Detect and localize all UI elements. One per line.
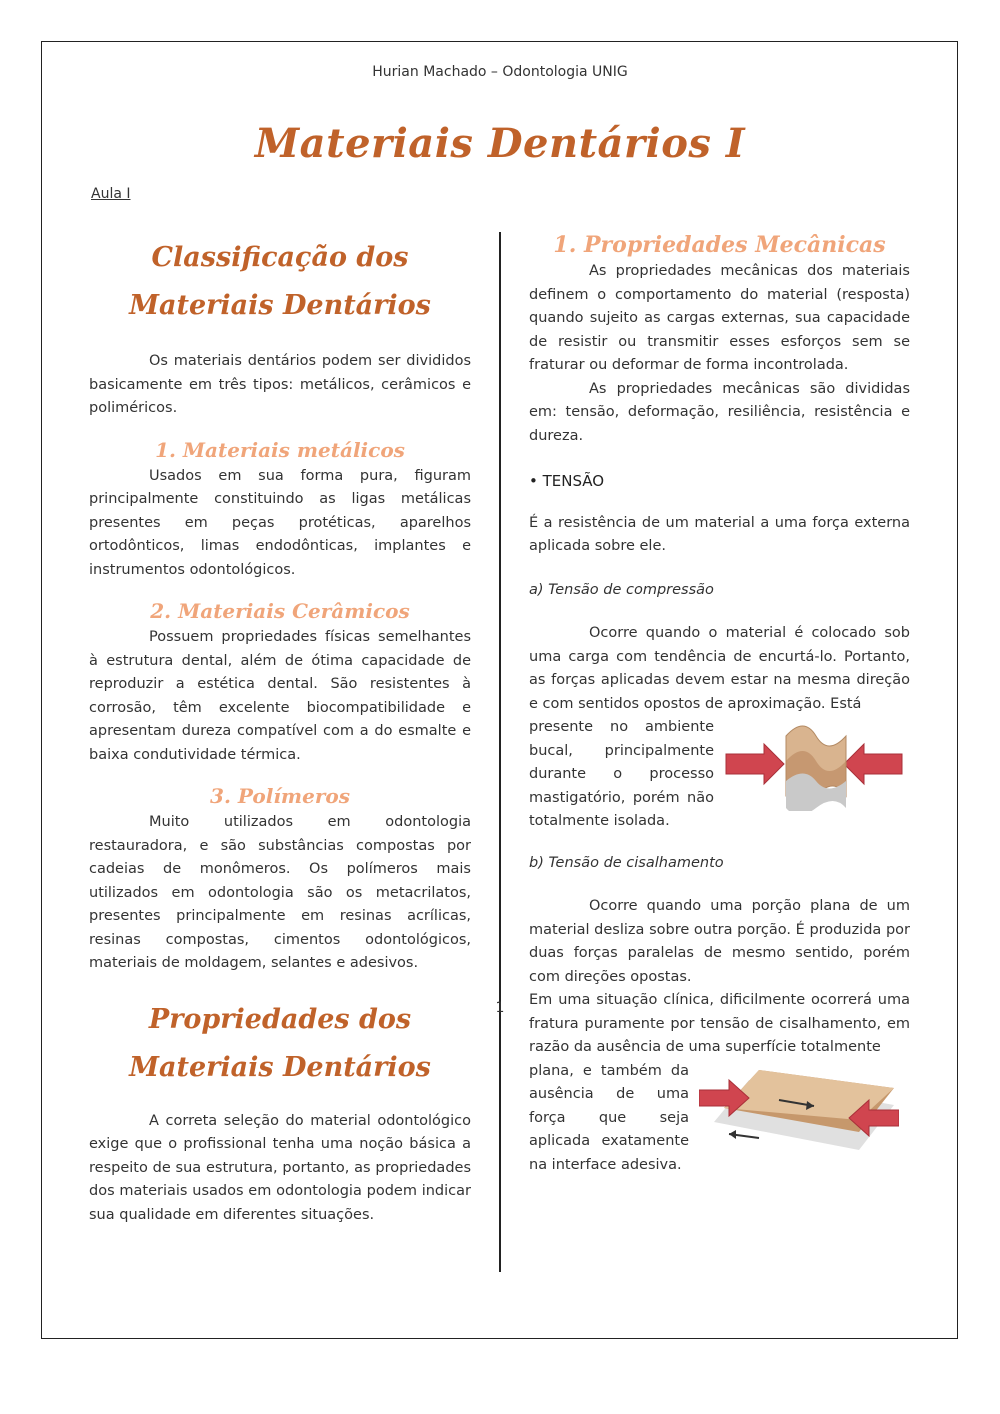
shear-heading: b) Tensão de cisalhamento bbox=[529, 854, 724, 871]
compression-figure bbox=[724, 716, 910, 815]
aula-label: Aula I bbox=[91, 186, 131, 202]
column-divider bbox=[499, 232, 501, 1272]
left-column bbox=[89, 228, 471, 1227]
compression-text-continued: presente no ambiente bucal, principalmente durante o processo mastigatório, porém não totalmente isolada. bbox=[529, 719, 714, 829]
ceramic-heading: 2. Materiais Cerâmicos bbox=[150, 599, 410, 623]
page-number: 1 bbox=[495, 1000, 505, 1016]
compression-block bbox=[529, 716, 910, 834]
properties-heading-line2: Materiais Dentários bbox=[129, 1051, 431, 1083]
shear-figure bbox=[699, 1060, 910, 1164]
tensao-definition: É a resistência de um material a uma força externa aplicada sobre ele. bbox=[529, 514, 910, 554]
shear-text: Ocorre quando uma porção plana de um material desliza sobre outra porção. É produzida por duas forças paralelas de mesmo sentido, porém com direções opostas. bbox=[529, 898, 910, 985]
classification-intro: Os materiais dentários podem ser divididos basicamente em três tipos: metálicos, cerâmicos e poliméricos. bbox=[89, 353, 471, 416]
properties-text: A correta seleção do material odontológico exige que o profissional tenha uma noção básica a respeito de sua estrutura, portanto, as propriedades dos materiais usados em odontologia podem indicar sua qualidade em diferentes situações. bbox=[89, 1112, 471, 1223]
page-header: Hurian Machado – Odontologia UNIG bbox=[372, 64, 628, 80]
shear-block bbox=[529, 1060, 910, 1178]
classification-heading-line2: Materiais Dentários bbox=[129, 290, 431, 321]
metallic-text: Usados em sua forma pura, figuram principalmente constituindo as ligas metálicas presentes em peças protéticas, aparelhos ortodônticos, limas endodônticas, implantes e instrumentos odontológicos. bbox=[89, 467, 471, 578]
metallic-heading: 1. Materiais metálicos bbox=[155, 437, 405, 462]
polymer-heading: 3. Polímeros bbox=[210, 784, 350, 808]
classification-heading-line1: Classificação dos bbox=[151, 242, 409, 273]
page-title: Materiais Dentários I bbox=[254, 120, 746, 167]
mechanical-text-2: As propriedades mecânicas são divididas em: tensão, deformação, resiliência, resistência e dureza. bbox=[529, 380, 910, 444]
properties-heading-line1: Propriedades dos bbox=[148, 1003, 412, 1035]
tensao-bullet: • TENSÃO bbox=[529, 472, 605, 490]
right-column bbox=[529, 228, 910, 1177]
mechanical-heading: 1. Propriedades Mecânicas bbox=[553, 232, 886, 258]
mechanical-text-1: As propriedades mecânicas dos materiais definem o comportamento do material (resposta) quando sujeito as cargas externas, sua capacidade de resistir ou transmitir esses esforços sem se fraturar ou deformar de forma incontrolada. bbox=[529, 263, 910, 373]
compression-heading: a) Tensão de compressão bbox=[529, 581, 714, 598]
compression-text: Ocorre quando o material é colocado sob uma carga com tendência de encurtá-lo. Portanto, as forças aplicadas devem estar na mesma direção e com sentidos opostos de aproximação. Está bbox=[529, 625, 910, 712]
polymer-text: Muito utilizados em odontologia restauradora, e são substâncias compostas por cadeias de monômeros. Os polímeros mais utilizados em odontologia são os metacrilatos, presentes principalmente em resinas acrílicas, resinas compostas, cimentos odontológicos, materiais de moldagem, selantes e adesivos. bbox=[89, 814, 471, 971]
shear-text-2: Em uma situação clínica, dificilmente ocorrerá uma fratura puramente por tensão de cisalhamento, em razão da ausência de uma superfície totalmente bbox=[529, 992, 910, 1055]
shear-text-3: plana, e também da ausência de uma força que seja aplicada exatamente na interface adesiva. bbox=[529, 1062, 689, 1173]
ceramic-text: Possuem propriedades físicas semelhantes à estrutura dental, além de ótima capacidade de reproduzir a estética dental. São resistentes à corrosão, têm excelente biocompatibilidade e apresentam dureza compatível com a do esmalte e baixa condutividade térmica. bbox=[89, 629, 471, 763]
